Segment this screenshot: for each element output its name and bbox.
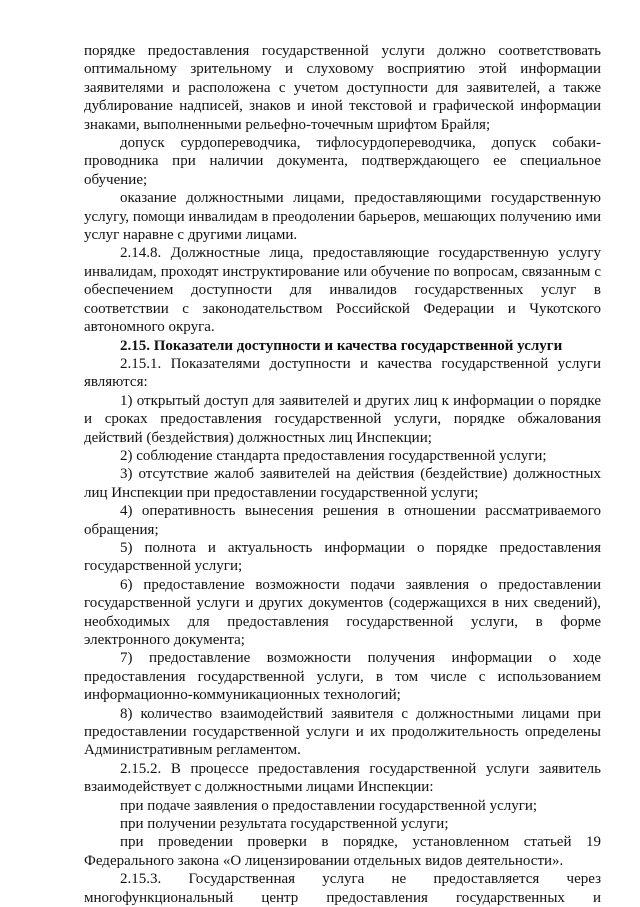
paragraph: 2.14.8. Должностные лица, предоставляющие государственную услугу инвалидам, проходят инструктирование или обучение по вопросам, связанным с обеспечением доступности для инвалидов государственных услуг в соответствии с законодательством Российской Федерации и Чукотского автономного округа. bbox=[84, 245, 601, 336]
list-item: 6) предоставление возможности подачи заявления о предоставлении государственной услуги и других документов (содержащихся в них сведений), необходимых для предоставления государственной услуги, в форме электронного документа; bbox=[84, 576, 601, 648]
paragraph: допуск сурдопереводчика, тифлосурдопереводчика, допуск собаки-проводника при наличии документа, подтверждающего ее специальное обучение; bbox=[84, 135, 601, 188]
document-page bbox=[84, 42, 601, 907]
paragraph: 2.15.1. Показателями доступности и качества государственной услуги являются: bbox=[84, 355, 601, 391]
paragraph: 2.15.2. В процессе предоставления государственной услуги заявитель взаимодействует с должностными лицами Инспекции: bbox=[84, 760, 601, 796]
list-item: 5) полнота и актуальность информации о порядке предоставления государственной услуги; bbox=[84, 539, 601, 575]
list-item: 7) предоставление возможности получения информации о ходе предоставления государственной услуги, в том числе с использованием информационно-коммуникационных технологий; bbox=[84, 650, 601, 704]
paragraph: при подаче заявления о предоставлении государственной услуги; bbox=[120, 797, 538, 814]
list-item: 2) соблюдение стандарта предоставления государственной услуги; bbox=[120, 447, 547, 464]
paragraph: порядке предоставления государственной услуги должно соответствовать оптимальному зрительному и слуховому восприятию этой информации заявителями и расположена с учетом доступности для заявителей, а также дублирование надписей, знаков и иной текстовой и графической информации знаками, выполненными рельефно-точечным шрифтом Брайля; bbox=[84, 43, 601, 133]
section-heading: 2.15. Показатели доступности и качества государственной услуги bbox=[120, 337, 563, 354]
paragraph: при проведении проверки в порядке, установленном статьей 19 Федерального закона «О лицензировании отдельных видов деятельности». bbox=[84, 834, 601, 869]
list-item: 4) оперативность вынесения решения в отношении рассматриваемого обращения; bbox=[84, 503, 601, 538]
list-item: 3) отсутствие жалоб заявителей на действия (бездействие) должностных лиц Инспекции при предоставлении государственной услуги; bbox=[84, 466, 601, 501]
list-item: 1) открытый доступ для заявителей и других лиц к информации о порядке и сроках предоставления государственной услуги, порядке обжалования действий (бездействия) должностных лиц Инспекции; bbox=[84, 392, 601, 446]
list-item: 8) количество взаимодействий заявителя с должностными лицами при предоставлении государственной услуги и их продолжительность определены Административным регламентом. bbox=[84, 705, 601, 759]
paragraph: оказание должностными лицами, предоставляющими государственную услугу, помощи инвалидам в преодолении барьеров, мешающих получению ими услуг наравне с другими лицами. bbox=[84, 190, 601, 244]
paragraph: 2.15.3. Государственная услуга не предоставляется через многофункциональный центр предоставления государственных и bbox=[84, 871, 601, 906]
paragraph: при получении результата государственной услуги; bbox=[120, 816, 449, 833]
